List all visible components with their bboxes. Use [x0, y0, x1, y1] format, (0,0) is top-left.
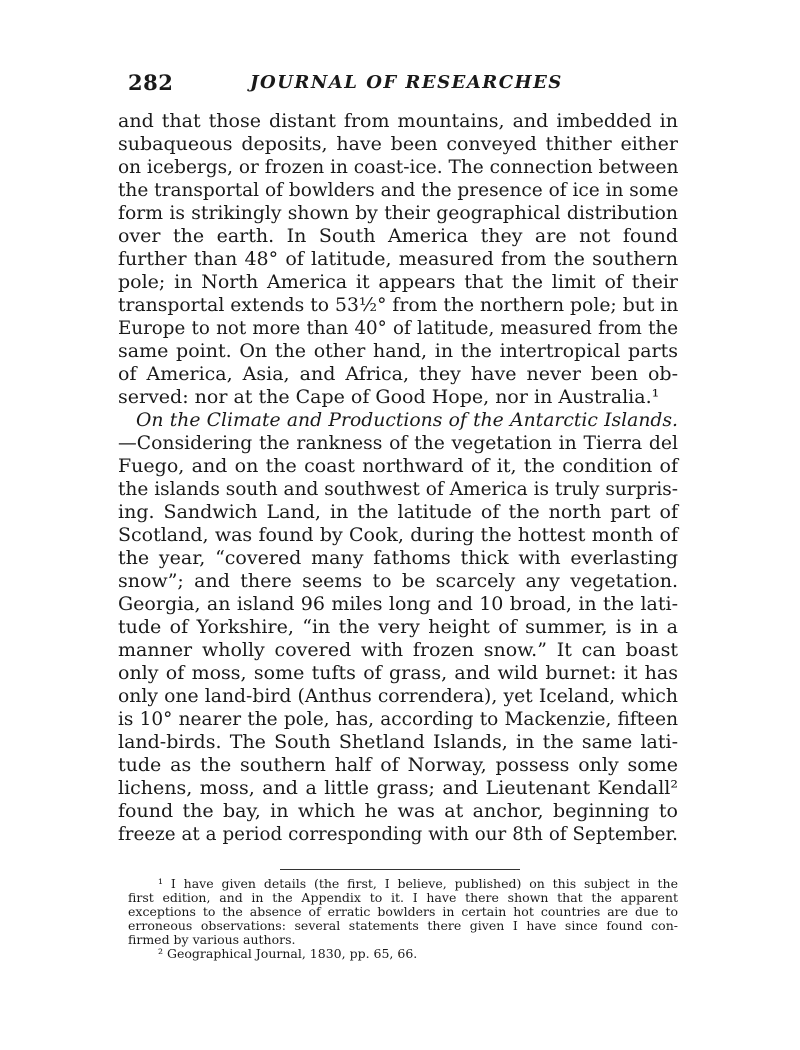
text-line: and that those distant from mountains, and imbedded in	[118, 110, 678, 132]
text-line: further than 48° of latitude, measured from the southern	[118, 248, 678, 270]
text-line: snow”; and there seems to be scarcely any vegetation.	[118, 570, 678, 592]
footnote-line: erroneous observations: several statements there given I have since found con-	[128, 918, 678, 933]
text-line: only one land-bird (Anthus correndera), yet Iceland, which	[118, 686, 678, 707]
section-heading: On the Climate and Productions of the Antarctic Islands.	[136, 410, 678, 431]
text-line: only of moss, some tufts of grass, and wild burnet: it has	[118, 662, 678, 684]
footnote-line: firmed by various authors.	[128, 932, 296, 947]
text-line: the islands south and southwest of America is truly surpris-	[118, 479, 678, 500]
page-number: 282	[128, 70, 174, 95]
running-head	[0, 70, 800, 100]
text-line: Fuego, and on the coast northward of it, the condition of	[118, 455, 678, 477]
text-line: the transportal of bowlders and the presence of ice in some	[118, 180, 679, 201]
body-text	[118, 110, 678, 846]
text-line: lichens, moss, and a little grass; and Lieutenant Kendall²	[118, 777, 678, 799]
text-line: subaqueous deposits, have been conveyed thither either	[118, 133, 678, 155]
footnote-line: exceptions to the absence of erratic bowlders in certain hot countries are due to	[128, 904, 678, 919]
text-line: over the earth. In South America they are not found	[118, 225, 678, 247]
text-line: is 10° nearer the pole, has, according to Mackenzie, fifteen	[118, 709, 678, 730]
text-line: tude as the southern half of Norway, possess only some	[118, 754, 678, 776]
text-line: pole; in North America it appears that the limit of their	[118, 271, 678, 293]
text-line: of America, Asia, and Africa, they have never been ob-	[118, 363, 678, 385]
footnote-line: ² Geographical Journal, 1830, pp. 65, 66.	[158, 946, 418, 961]
text-line: form is strikingly shown by their geographical distribution	[118, 203, 678, 224]
footnote-line: ¹ I have given details (the first, I believe, published) on this subject in the	[158, 876, 678, 891]
footnote-line: first edition, and in the Appendix to it. I have there shown that the apparent	[128, 890, 678, 905]
text-line: Europe to not more than 40° of latitude, measured from the	[118, 318, 678, 339]
footnotes	[128, 877, 678, 961]
text-line: tude of Yorkshire, “in the very height of summer, is in a	[118, 616, 678, 638]
footnote-rule	[280, 869, 520, 870]
text-line: manner wholly covered with frozen snow.” It can boast	[118, 639, 678, 661]
text-line: on icebergs, or frozen in coast-ice. The connection between	[118, 157, 679, 178]
text-line: Georgia, an island 96 miles long and 10 broad, in the lati-	[118, 593, 678, 615]
text-line: transportal extends to 53½° from the northern pole; but in	[118, 295, 679, 316]
text-line: —Considering the rankness of the vegetation in Tierra del	[118, 433, 678, 454]
text-line: ing. Sandwich Land, in the latitude of the north part of	[118, 501, 678, 523]
text-line: the year, “covered many fathoms thick with everlasting	[118, 547, 678, 569]
text-line: served: nor at the Cape of Good Hope, nor in Australia.¹	[118, 386, 660, 408]
text-line: same point. On the other hand, in the intertropical parts	[118, 340, 678, 362]
running-title: JOURNAL OF RESEARCHES	[250, 72, 563, 93]
text-line: freeze at a period corresponding with our 8th of September.	[118, 824, 678, 845]
text-line: Scotland, was found by Cook, during the hottest month of	[118, 524, 678, 546]
text-line: land-birds. The South Shetland Islands, in the same lati-	[118, 731, 678, 753]
text-line: found the bay, in which he was at anchor, beginning to	[118, 800, 678, 822]
